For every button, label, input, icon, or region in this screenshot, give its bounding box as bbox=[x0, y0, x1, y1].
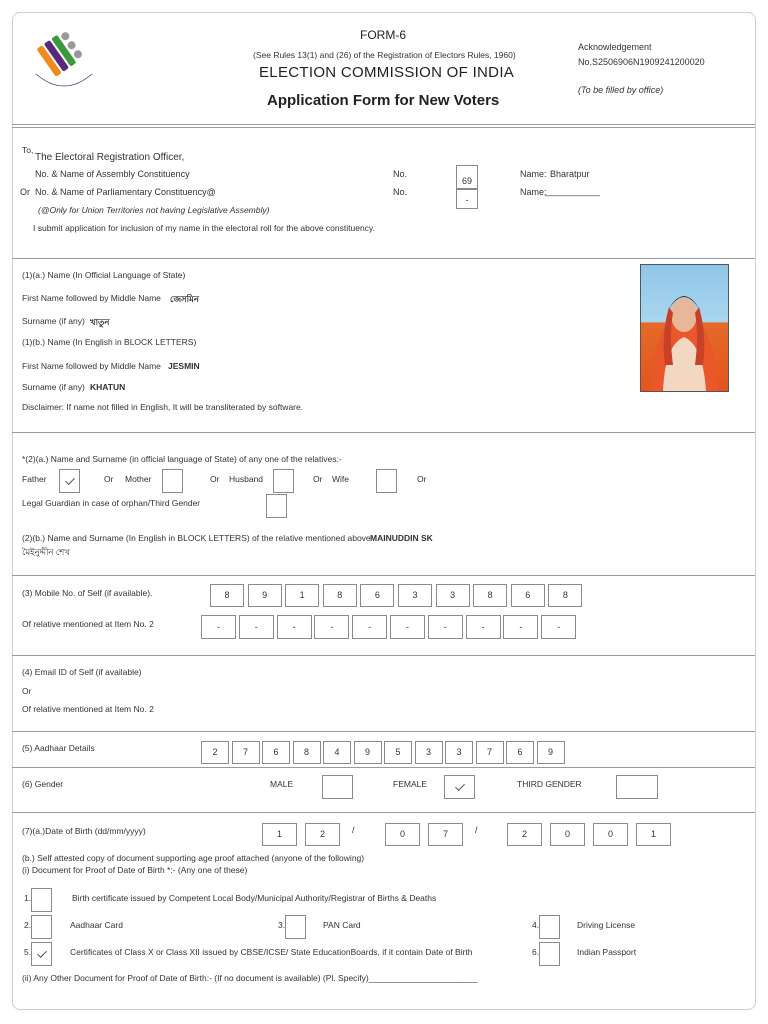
doc-4-checkbox[interactable] bbox=[539, 915, 560, 939]
check-icon bbox=[65, 475, 75, 485]
officer-label: The Electoral Registration Officer, bbox=[35, 152, 185, 163]
mother-label: Mother bbox=[125, 474, 152, 484]
dob-digit-box[interactable]: 1 bbox=[262, 823, 297, 846]
wife-label: Wife bbox=[332, 474, 349, 484]
father-label: Father bbox=[22, 474, 47, 484]
first-name-local: জেসমিন bbox=[170, 294, 199, 304]
ack-number: No.S2506906N1909241200020 bbox=[578, 57, 705, 67]
doc-6-no: 6. bbox=[532, 947, 540, 957]
aadhaar-digit-box[interactable]: 4 bbox=[323, 741, 351, 764]
mobile-digit-box[interactable]: 3 bbox=[398, 584, 432, 607]
aadhaar-digit-box[interactable]: 6 bbox=[506, 741, 534, 764]
or-label: Or bbox=[104, 474, 114, 484]
mobile-digit-box[interactable]: 3 bbox=[436, 584, 470, 607]
assembly-no-box[interactable]: 69 bbox=[456, 165, 478, 189]
ack-label: Acknowledgement bbox=[578, 42, 652, 52]
mother-checkbox[interactable] bbox=[162, 469, 183, 493]
relative-mobile-digit-box[interactable]: - bbox=[239, 615, 274, 639]
parliament-name-label: Name: bbox=[520, 187, 547, 197]
relative-mobile-digit-box[interactable]: - bbox=[428, 615, 463, 639]
aadhaar-label: (5) Aadhaar Details bbox=[22, 743, 95, 753]
name-a-label: (1)(a.) Name (In Official Language of State) bbox=[22, 270, 186, 280]
aadhaar-digit-box[interactable]: 2 bbox=[201, 741, 229, 764]
husband-checkbox[interactable] bbox=[273, 469, 294, 493]
divider bbox=[12, 575, 755, 576]
aadhaar-digit-box[interactable]: 5 bbox=[384, 741, 412, 764]
relative-mobile-digit-box[interactable]: - bbox=[541, 615, 576, 639]
or-label: Or bbox=[20, 187, 30, 197]
dob-digit-box[interactable]: 0 bbox=[593, 823, 628, 846]
ut-note: (@Only for Union Territories not having Legislative Assembly) bbox=[38, 205, 270, 215]
mobile-digit-box[interactable]: 8 bbox=[210, 584, 244, 607]
assembly-name-label: Name: bbox=[520, 169, 547, 179]
doc-1-checkbox[interactable] bbox=[31, 888, 52, 912]
rules-reference: (See Rules 13(1) and (26) of the Registration of Electors Rules, 1960) bbox=[253, 50, 516, 60]
doc-3-no: 3. bbox=[278, 920, 286, 930]
doc-5-text: Certificates of Class X or Class XII issued by CBSE/ICSE/ State EducationBoards, if it contain Date of Birth bbox=[70, 947, 473, 957]
male-label: MALE bbox=[270, 779, 294, 789]
doc-3-text: PAN Card bbox=[323, 920, 361, 930]
relative-name-en: MAINUDDIN SK bbox=[370, 533, 433, 543]
guardian-label: Legal Guardian in case of orphan/Third Gender bbox=[22, 498, 201, 508]
relative-email-label: Of relative mentioned at Item No. 2 bbox=[22, 704, 154, 714]
check-icon bbox=[455, 781, 465, 791]
divider bbox=[12, 432, 755, 433]
dob-digit-box[interactable]: 0 bbox=[550, 823, 585, 846]
third-gender-label: THIRD GENDER bbox=[517, 779, 582, 789]
parliament-label: No. & Name of Parliamentary Constituency@ bbox=[35, 187, 216, 197]
doc-4-text: Driving License bbox=[577, 920, 636, 930]
aadhaar-digit-box[interactable]: 3 bbox=[445, 741, 473, 764]
doc-5-checkbox[interactable] bbox=[31, 942, 52, 966]
form-number: FORM-6 bbox=[360, 28, 406, 42]
assembly-name-value: Bharatpur bbox=[550, 169, 590, 179]
parliament-name-value: ___________ bbox=[545, 186, 601, 196]
aadhaar-digit-box[interactable]: 8 bbox=[293, 741, 321, 764]
male-checkbox[interactable] bbox=[322, 775, 353, 799]
relative-name-local: মৈইনুদ্দীন শেখ bbox=[22, 547, 70, 557]
dob-b-label: (b.) Self attested copy of document supporting age proof attached (anyone of the following) bbox=[22, 853, 365, 863]
parliament-no-label: No. bbox=[393, 187, 408, 197]
mobile-digit-box[interactable]: 8 bbox=[323, 584, 357, 607]
surname-en-label: Surname (if any) bbox=[22, 382, 85, 392]
doc-1-no: 1. bbox=[24, 893, 32, 903]
parliament-no-box[interactable]: - bbox=[456, 189, 478, 209]
doc-1-text: Birth certificate issued by Competent Local Body/Municipal Authority/Registrar of Births & Deaths bbox=[72, 893, 437, 903]
relative-mobile-label: Of relative mentioned at Item No. 2 bbox=[22, 619, 154, 629]
mobile-digit-box[interactable]: 8 bbox=[548, 584, 582, 607]
divider bbox=[12, 655, 755, 656]
female-label: FEMALE bbox=[393, 779, 428, 789]
relative-mobile-digit-box[interactable]: - bbox=[390, 615, 425, 639]
form-subtitle: Application Form for New Voters bbox=[267, 92, 500, 109]
dob-digit-box[interactable]: 2 bbox=[305, 823, 340, 846]
date-separator: / bbox=[352, 825, 355, 835]
aadhaar-digit-box[interactable]: 9 bbox=[354, 741, 382, 764]
dob-digit-box[interactable]: 2 bbox=[507, 823, 542, 846]
third-gender-checkbox[interactable] bbox=[616, 775, 658, 799]
or-label: Or bbox=[417, 474, 427, 484]
husband-label: Husband bbox=[229, 474, 264, 484]
first-name-en: JESMIN bbox=[168, 361, 200, 371]
or-label: Or bbox=[210, 474, 220, 484]
divider bbox=[12, 731, 755, 732]
father-checkbox[interactable] bbox=[59, 469, 80, 493]
relative-a-label: *(2)(a.) Name and Surname (in official language of State) of any one of the relatives:- bbox=[22, 454, 342, 464]
gender-label: (6) Gender bbox=[22, 779, 64, 789]
first-name-en-label: First Name followed by Middle Name bbox=[22, 361, 161, 371]
first-name-label: First Name followed by Middle Name bbox=[22, 293, 161, 303]
or-label: Or bbox=[22, 686, 32, 696]
mobile-digit-box[interactable]: 8 bbox=[473, 584, 507, 607]
submit-text: I submit application for inclusion of my name in the electoral roll for the above constituency. bbox=[33, 223, 375, 233]
doc-5-no: 5. bbox=[24, 947, 32, 957]
aadhaar-digit-box[interactable]: 9 bbox=[537, 741, 565, 764]
divider bbox=[12, 124, 755, 128]
mobile-label: (3) Mobile No. of Self (if available). bbox=[22, 588, 153, 598]
mobile-digit-box[interactable]: 1 bbox=[285, 584, 319, 607]
female-checkbox[interactable] bbox=[444, 775, 475, 799]
mobile-digit-box[interactable]: 9 bbox=[248, 584, 282, 607]
doc-2-text: Aadhaar Card bbox=[70, 920, 123, 930]
divider bbox=[12, 258, 755, 259]
aadhaar-digit-box[interactable]: 3 bbox=[415, 741, 443, 764]
aadhaar-digit-box[interactable]: 6 bbox=[262, 741, 290, 764]
date-separator: / bbox=[475, 825, 478, 835]
disclaimer: Disclaimer: If name not filled in English, It will be transliterated by software. bbox=[22, 402, 304, 412]
ack-note: (To be filled by office) bbox=[578, 85, 664, 95]
relative-mobile-digit-box[interactable]: - bbox=[314, 615, 349, 639]
relative-mobile-digit-box[interactable]: - bbox=[201, 615, 236, 639]
doc-4-no: 4. bbox=[532, 920, 540, 930]
to-label: To, bbox=[22, 145, 34, 155]
mobile-digit-box[interactable]: 6 bbox=[511, 584, 545, 607]
dob-digit-box[interactable]: 1 bbox=[636, 823, 671, 846]
dob-label: (7)(a.)Date of Birth (dd/mm/yyyy) bbox=[22, 826, 146, 836]
assembly-label: No. & Name of Assembly Constituency bbox=[35, 169, 190, 179]
dob-ii-label: (ii) Any Other Document for Proof of Date of Birth:- (If no document is available) (Pl. Specify)_______________________ bbox=[22, 973, 478, 983]
email-label: (4) Email ID of Self (if available) bbox=[22, 667, 142, 677]
doc-6-text: Indian Passport bbox=[577, 947, 637, 957]
doc-2-checkbox[interactable] bbox=[31, 915, 52, 939]
divider bbox=[12, 767, 755, 768]
eci-logo bbox=[28, 28, 100, 100]
commission-title: ELECTION COMMISSION OF INDIA bbox=[259, 64, 515, 81]
relative-mobile-digit-box[interactable]: - bbox=[352, 615, 387, 639]
aadhaar-digit-box[interactable]: 7 bbox=[232, 741, 260, 764]
relative-b-label: (2)(b.) Name and Surname (In English in BLOCK LETTERS) of the relative mentioned above bbox=[22, 533, 371, 543]
guardian-checkbox[interactable] bbox=[266, 494, 287, 518]
assembly-no-label: No. bbox=[393, 169, 408, 179]
dob-digit-box[interactable]: 0 bbox=[385, 823, 420, 846]
applicant-photo bbox=[640, 264, 729, 392]
doc-2-no: 2. bbox=[24, 920, 32, 930]
surname-label: Surname (if any) bbox=[22, 316, 85, 326]
check-icon bbox=[37, 948, 47, 958]
name-b-label: (1)(b.) Name (In English in BLOCK LETTERS) bbox=[22, 337, 197, 347]
mobile-digit-box[interactable]: 6 bbox=[360, 584, 394, 607]
relative-mobile-digit-box[interactable]: - bbox=[503, 615, 538, 639]
or-label: Or bbox=[313, 474, 323, 484]
wife-checkbox[interactable] bbox=[376, 469, 397, 493]
doc-3-checkbox[interactable] bbox=[285, 915, 306, 939]
relative-mobile-digit-box[interactable]: - bbox=[277, 615, 312, 639]
relative-mobile-digit-box[interactable]: - bbox=[466, 615, 501, 639]
surname-local: খাতুন bbox=[90, 317, 110, 327]
dob-digit-box[interactable]: 7 bbox=[428, 823, 463, 846]
dob-i-label: (i) Document for Proof of Date of Birth *:- (Any one of these) bbox=[22, 865, 248, 875]
aadhaar-digit-box[interactable]: 7 bbox=[476, 741, 504, 764]
doc-6-checkbox[interactable] bbox=[539, 942, 560, 966]
surname-en: KHATUN bbox=[90, 382, 126, 392]
divider bbox=[12, 812, 755, 813]
